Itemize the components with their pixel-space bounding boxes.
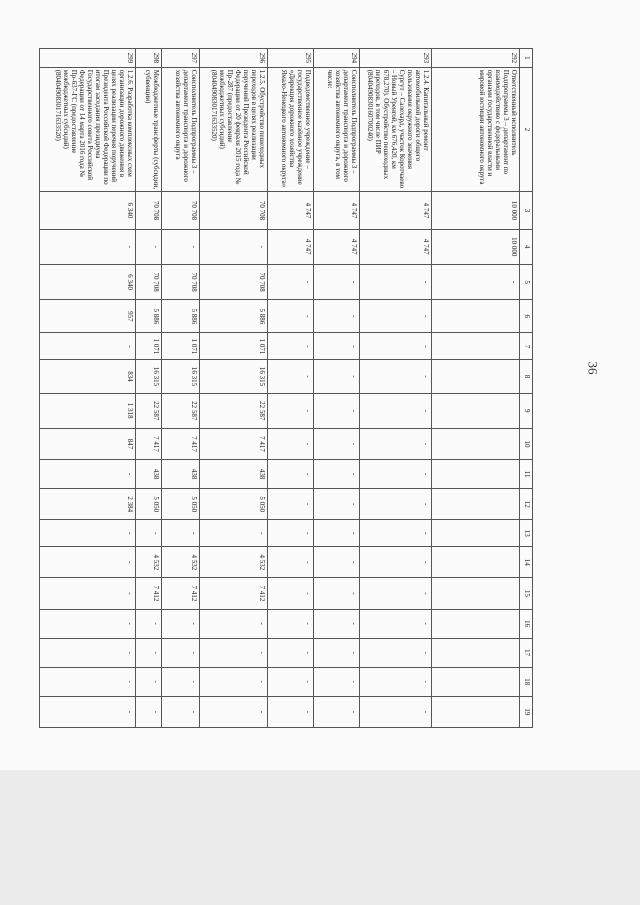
table-cell: 70 708 xyxy=(136,192,162,229)
table-cell: - xyxy=(40,520,136,547)
table-cell: - xyxy=(268,333,314,360)
table-cell xyxy=(432,333,520,360)
row-number: 297 xyxy=(162,49,200,68)
table-cell: - xyxy=(200,609,268,638)
table-cell: 1 071 xyxy=(136,333,162,360)
table-cell: - xyxy=(268,638,314,667)
table-cell: 7 412 xyxy=(200,578,268,609)
table-cell: 4 532 xyxy=(162,547,200,578)
table-cell: - xyxy=(360,393,432,428)
table-cell: 834 xyxy=(40,360,136,393)
table-cell xyxy=(432,460,520,489)
table-cell: - xyxy=(314,578,360,609)
row-description: Соисполнитель Подпрограммы 3 – департамент транспорта и дорожного хозяйства автономного округа xyxy=(162,67,200,192)
table-cell: - xyxy=(360,489,432,520)
table-cell: - xyxy=(360,264,432,299)
table-cell: - xyxy=(360,460,432,489)
table-cell: - xyxy=(162,638,200,667)
table-container xyxy=(53,48,533,728)
table-cell: - xyxy=(40,229,136,264)
table-cell: - xyxy=(268,360,314,393)
table-cell: 5 050 xyxy=(136,489,162,520)
table-cell: 16 315 xyxy=(136,360,162,393)
table-cell: - xyxy=(314,520,360,547)
table-cell: - xyxy=(268,547,314,578)
table-cell: 957 xyxy=(40,300,136,333)
row-description: Межбюджетные трансферты (субсидии, субвенции) xyxy=(136,67,162,192)
column-header: 15 xyxy=(520,578,533,609)
table-cell: 5 886 xyxy=(162,300,200,333)
row-number: 296 xyxy=(200,49,268,68)
table-cell: - xyxy=(360,300,432,333)
column-header: 19 xyxy=(520,696,533,727)
table-cell: 4 747 xyxy=(314,229,360,264)
table-cell: 22 587 xyxy=(200,393,268,428)
table-cell: 4 747 xyxy=(360,192,432,229)
table-cell: - xyxy=(40,333,136,360)
table-cell: - xyxy=(268,393,314,428)
table-cell: - xyxy=(40,667,136,696)
table-cell xyxy=(432,489,520,520)
table-cell: 438 xyxy=(200,460,268,489)
column-header: 5 xyxy=(520,264,533,299)
table-cell: 1 318 xyxy=(40,393,136,428)
column-header: 1 xyxy=(520,49,533,68)
table-cell: 5 050 xyxy=(200,489,268,520)
table-cell: 4 532 xyxy=(136,547,162,578)
table-cell: - xyxy=(314,360,360,393)
table-cell: - xyxy=(314,428,360,459)
table-cell: - xyxy=(268,300,314,333)
table-cell: 4 532 xyxy=(200,547,268,578)
table-cell xyxy=(432,638,520,667)
table-cell: 22 587 xyxy=(162,393,200,428)
table-cell: 10 000 xyxy=(432,229,520,264)
table-cell xyxy=(432,547,520,578)
table-cell xyxy=(432,609,520,638)
table-row xyxy=(360,49,432,728)
table-cell: - xyxy=(314,489,360,520)
scan-margin xyxy=(0,770,640,905)
table-cell: 16 315 xyxy=(200,360,268,393)
table-cell xyxy=(432,696,520,727)
column-header: 8 xyxy=(520,360,533,393)
table-cell: - xyxy=(314,609,360,638)
table-cell: 7 412 xyxy=(136,578,162,609)
table-cell: - xyxy=(360,547,432,578)
table-cell: - xyxy=(268,609,314,638)
table-cell: - xyxy=(162,520,200,547)
table-cell: - xyxy=(40,578,136,609)
row-description: Соисполнитель Подпрограммы 3 – департамент транспорта и дорожного хозяйства автономного округа, в том числе: xyxy=(314,67,360,192)
column-header: 18 xyxy=(520,667,533,696)
table-cell: 70 708 xyxy=(136,264,162,299)
table-cell: 10 000 xyxy=(432,192,520,229)
row-description: 1.2.5. Обустройство пешеходных переходов в целях реализации поручений Президента Российской Федерации от 20 февраля 2015 года № Пр-287 (предоставление межбюджетных субсидий) (8040490830171633520) xyxy=(200,67,268,192)
table-cell: - xyxy=(314,638,360,667)
table-row xyxy=(200,49,268,728)
table-cell: 4 747 xyxy=(314,192,360,229)
table-cell: - xyxy=(162,696,200,727)
table-cell: - xyxy=(136,229,162,264)
row-description: Ответственный исполнитель Подпрограммы 3 – департамент по взаимодействию с федеральными органами государственной власти и мировой юстиции автономного округа xyxy=(432,67,520,192)
column-header: 3 xyxy=(520,192,533,229)
column-header: 9 xyxy=(520,393,533,428)
table-cell: - xyxy=(136,638,162,667)
table-row xyxy=(40,49,136,728)
table-cell: - xyxy=(314,696,360,727)
table-cell: 1 071 xyxy=(162,333,200,360)
table-row xyxy=(314,49,360,728)
column-header: 13 xyxy=(520,520,533,547)
table-cell: 16 315 xyxy=(162,360,200,393)
table-cell: 70 708 xyxy=(200,264,268,299)
table-cell: 4 747 xyxy=(268,229,314,264)
table-row xyxy=(136,49,162,728)
table-cell: - xyxy=(136,696,162,727)
table-cell: 7 412 xyxy=(162,578,200,609)
column-header: 12 xyxy=(520,489,533,520)
table-cell: - xyxy=(360,638,432,667)
column-header: 11 xyxy=(520,460,533,489)
table-cell: - xyxy=(268,428,314,459)
row-description: 1.2.4. Капитальный ремонт автомобильной дороги общего пользования окружного значения Сургут – Салехард, участок Коротчаево – Новый Уренгой, км 676,420, км 678,270). Обустройство пешеходных переходов, в том числе ПИР (8040490830160700240) xyxy=(360,67,432,192)
row-number: 292 xyxy=(432,49,520,68)
table-cell: - xyxy=(40,638,136,667)
table-cell: - xyxy=(314,333,360,360)
table-cell: - xyxy=(360,609,432,638)
table-row xyxy=(162,49,200,728)
table-cell: - xyxy=(200,638,268,667)
table-cell: - xyxy=(268,489,314,520)
table-cell: 2 384 xyxy=(40,489,136,520)
table-cell: 4 747 xyxy=(360,229,432,264)
header-row xyxy=(520,49,533,728)
table-cell: - xyxy=(360,696,432,727)
table-cell: 22 587 xyxy=(136,393,162,428)
table-cell: - xyxy=(314,547,360,578)
table-cell: - xyxy=(268,578,314,609)
table-cell: - xyxy=(360,667,432,696)
table-cell: 7 417 xyxy=(200,428,268,459)
row-description: Подведомственное учреждение – государственное казённое учреждение «Дирекция дорожного хозяйства Ямало-Ненецкого автономного округа» xyxy=(268,67,314,192)
table-cell: - xyxy=(314,300,360,333)
table-cell: 847 xyxy=(40,428,136,459)
table-cell: 6 340 xyxy=(40,192,136,229)
table-cell: 70 708 xyxy=(162,264,200,299)
column-header: 10 xyxy=(520,428,533,459)
table-cell: - xyxy=(136,667,162,696)
row-number: 294 xyxy=(314,49,360,68)
table-cell: - xyxy=(40,460,136,489)
table-cell xyxy=(432,520,520,547)
table-cell: - xyxy=(360,360,432,393)
table-cell: - xyxy=(314,393,360,428)
table-cell xyxy=(432,393,520,428)
table-cell: 7 417 xyxy=(136,428,162,459)
row-number: 293 xyxy=(360,49,432,68)
table-cell: 438 xyxy=(162,460,200,489)
table-cell: 6 340 xyxy=(40,264,136,299)
row-number: 298 xyxy=(136,49,162,68)
table-cell: - xyxy=(314,667,360,696)
table-cell: - xyxy=(162,667,200,696)
table-cell xyxy=(432,300,520,333)
table-cell: - xyxy=(40,609,136,638)
table-cell: - xyxy=(360,333,432,360)
table-cell xyxy=(432,578,520,609)
table-cell: - xyxy=(268,667,314,696)
table-cell: - xyxy=(200,667,268,696)
column-header: 16 xyxy=(520,609,533,638)
table-row xyxy=(268,49,314,728)
table-cell: - xyxy=(314,460,360,489)
table-cell: - xyxy=(268,696,314,727)
table-cell: 7 417 xyxy=(162,428,200,459)
table-cell: - xyxy=(314,264,360,299)
table-cell: - xyxy=(40,547,136,578)
column-header: 17 xyxy=(520,638,533,667)
table-cell: - xyxy=(268,460,314,489)
table-cell: - xyxy=(200,520,268,547)
table-cell: - xyxy=(200,696,268,727)
table-cell: 4 747 xyxy=(268,192,314,229)
column-header: 6 xyxy=(520,300,533,333)
table-cell: - xyxy=(268,264,314,299)
table-cell: 5 886 xyxy=(136,300,162,333)
table-cell: - xyxy=(162,229,200,264)
row-description: 1.2.6. Разработка комплексных схем организации дорожного движения в целях реализации перечня поручений Президента Российской Федерации по итогам заседания президиума Государственного совета Российской Федерации от 14 марта 2016 года № Пр-637-ГС (предоставление межбюджетных субсидий) (8040490830171633520) xyxy=(40,67,136,192)
table-cell: - xyxy=(200,229,268,264)
table-cell: - xyxy=(360,428,432,459)
budget-table xyxy=(39,48,533,728)
table-cell: - xyxy=(360,578,432,609)
table-cell: - xyxy=(40,696,136,727)
column-header: 14 xyxy=(520,547,533,578)
row-number: 295 xyxy=(268,49,314,68)
table-cell: - xyxy=(136,520,162,547)
column-header: 7 xyxy=(520,333,533,360)
table-cell xyxy=(432,360,520,393)
table-cell: 70 708 xyxy=(200,192,268,229)
table-cell: - xyxy=(136,609,162,638)
row-number: 299 xyxy=(40,49,136,68)
table-cell: - xyxy=(360,520,432,547)
table-cell: 70 708 xyxy=(162,192,200,229)
table-cell: 1 071 xyxy=(200,333,268,360)
column-header: 2 xyxy=(520,67,533,192)
page-number: 36 xyxy=(585,361,601,375)
table-cell: 5 050 xyxy=(162,489,200,520)
table-cell: - xyxy=(268,520,314,547)
table-cell: 438 xyxy=(136,460,162,489)
table-cell: 5 886 xyxy=(200,300,268,333)
table-cell xyxy=(432,428,520,459)
column-header: 4 xyxy=(520,229,533,264)
table-cell: - xyxy=(432,264,520,299)
table-row xyxy=(432,49,520,728)
table-cell xyxy=(432,667,520,696)
table-cell: - xyxy=(162,609,200,638)
